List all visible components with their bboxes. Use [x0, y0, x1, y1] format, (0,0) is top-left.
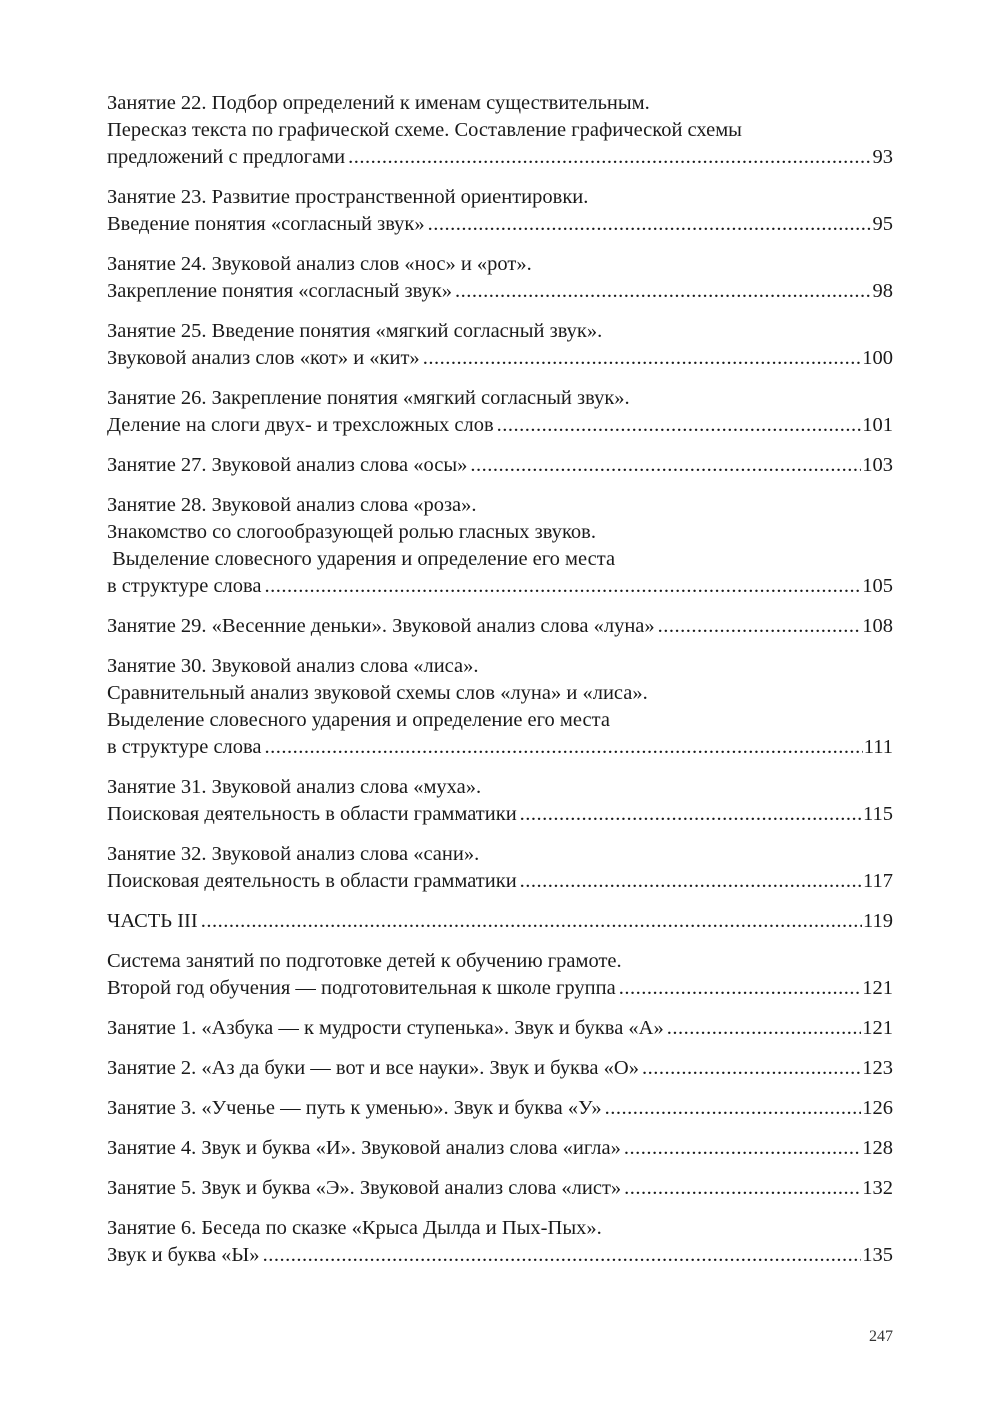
dot-leader — [428, 211, 872, 238]
dot-leader — [624, 1175, 861, 1202]
toc-line: Занятие 27. Звуковой анализ слова «осы» — [107, 454, 468, 476]
toc-line: Занятие 24. Звуковой анализ слов «нос» и «рот». — [107, 253, 532, 275]
toc-last-line — [107, 613, 893, 640]
toc-entry — [107, 1095, 893, 1122]
toc-line: Занятие 5. Звук и буква «Э». Звуковой анализ слова «лист» — [107, 1177, 622, 1199]
toc-entry — [107, 774, 893, 828]
toc-entry — [107, 1175, 893, 1202]
toc-line: Звук и буква «Ы» — [107, 1244, 260, 1266]
dot-leader — [497, 412, 862, 439]
toc-last-line — [107, 975, 893, 1002]
dot-leader — [642, 1055, 861, 1082]
dot-leader — [470, 452, 861, 479]
toc-entry — [107, 492, 893, 600]
dot-leader — [619, 975, 862, 1002]
toc-line: Второй год обучения — подготовительная к школе группа — [107, 977, 616, 999]
toc-line: Занятие 29. «Весенние деньки». Звуковой анализ слова «луна» — [107, 615, 655, 637]
toc-last-line — [107, 801, 893, 828]
toc-line: Выделение словесного ударения и определение его места — [107, 709, 610, 731]
toc-last-line — [107, 211, 893, 238]
toc-last-line — [107, 345, 893, 372]
toc-entry — [107, 948, 893, 1002]
toc-line: Знакомство со слогообразующей ролью гласных звуков. — [107, 521, 596, 543]
toc-page-number: 128 — [862, 1137, 893, 1159]
toc-line: Закрепление понятия «согласный звук» — [107, 280, 453, 302]
toc-entry — [107, 385, 893, 439]
toc-line: Занятие 23. Развитие пространственной ориентировки. — [107, 186, 589, 208]
toc-page-number: 117 — [863, 870, 893, 892]
toc-page-number: 108 — [862, 615, 893, 637]
toc-line: Сравнительный анализ звуковой схемы слов «луна» и «лиса». — [107, 682, 648, 704]
toc-page-number: 101 — [862, 414, 893, 436]
toc-line: Поисковая деятельность в области грамматики — [107, 803, 517, 825]
dot-leader — [658, 613, 862, 640]
table-of-contents — [107, 90, 893, 1269]
toc-page-number: 103 — [862, 454, 893, 476]
toc-last-line — [107, 1242, 893, 1269]
toc-entry — [107, 90, 893, 171]
dot-leader — [265, 573, 862, 600]
toc-entry — [107, 908, 893, 935]
toc-page-number: 119 — [863, 910, 893, 932]
dot-leader — [667, 1015, 862, 1042]
toc-page-number: 95 — [872, 213, 893, 235]
toc-entry — [107, 653, 893, 761]
toc-line: Занятие 3. «Ученье — путь к уменью». Звук и буква «У» — [107, 1097, 602, 1119]
dot-leader — [624, 1135, 861, 1162]
toc-line: Поисковая деятельность в области грамматики — [107, 870, 517, 892]
toc-entry — [107, 841, 893, 895]
toc-last-line — [107, 734, 893, 761]
toc-entry — [107, 613, 893, 640]
toc-line: Занятие 25. Введение понятия «мягкий согласный звук». — [107, 320, 603, 342]
toc-page-number: 135 — [862, 1244, 893, 1266]
toc-last-line — [107, 144, 893, 171]
dot-leader — [423, 345, 862, 372]
dot-leader — [520, 801, 862, 828]
toc-entry — [107, 1135, 893, 1162]
toc-page-number: 132 — [862, 1177, 893, 1199]
toc-line: Занятие 26. Закрепление понятия «мягкий согласный звук». — [107, 387, 630, 409]
toc-line: предложений с предлогами — [107, 146, 346, 168]
toc-last-line — [107, 868, 893, 895]
toc-last-line — [107, 908, 893, 935]
toc-page-number: 111 — [863, 736, 893, 758]
toc-page-number: 98 — [872, 280, 893, 302]
toc-page-number: 121 — [862, 977, 893, 999]
toc-page-number: 93 — [872, 146, 893, 168]
dot-leader — [265, 734, 863, 761]
toc-last-line — [107, 1015, 893, 1042]
toc-line: Занятие 2. «Аз да буки — вот и все науки». Звук и буква «О» — [107, 1057, 639, 1079]
toc-entry — [107, 1015, 893, 1042]
toc-line: Занятие 6. Беседа по сказке «Крыса Дылда и Пых-Пых». — [107, 1217, 602, 1239]
toc-last-line — [107, 1055, 893, 1082]
toc-line: Занятие 28. Звуковой анализ слова «роза». — [107, 494, 477, 516]
toc-line: Занятие 32. Звуковой анализ слова «сани». — [107, 843, 480, 865]
toc-page-number: 123 — [862, 1057, 893, 1079]
toc-line: Звуковой анализ слов «кот» и «кит» — [107, 347, 420, 369]
toc-last-line — [107, 452, 893, 479]
dot-leader — [348, 144, 871, 171]
toc-page-number: 115 — [863, 803, 893, 825]
dot-leader — [520, 868, 862, 895]
toc-line: Введение понятия «согласный звук» — [107, 213, 425, 235]
page-number: 247 — [869, 1328, 893, 1345]
toc-last-line — [107, 412, 893, 439]
toc-last-line — [107, 278, 893, 305]
toc-line: Занятие 4. Звук и буква «И». Звуковой анализ слова «игла» — [107, 1137, 621, 1159]
toc-page-number: 105 — [862, 575, 893, 597]
toc-last-line — [107, 1175, 893, 1202]
toc-line: Занятие 1. «Азбука — к мудрости ступенька». Звук и буква «А» — [107, 1017, 664, 1039]
toc-line: Система занятий по подготовке детей к обучению грамоте. — [107, 950, 622, 972]
toc-last-line — [107, 573, 893, 600]
dot-leader — [455, 278, 871, 305]
toc-page-number: 121 — [862, 1017, 893, 1039]
dot-leader — [201, 908, 862, 935]
toc-entry — [107, 1055, 893, 1082]
toc-entry — [107, 1215, 893, 1269]
toc-line: Выделение словесного ударения и определение его места — [107, 548, 616, 570]
toc-line: Занятие 30. Звуковой анализ слова «лиса». — [107, 655, 479, 677]
dot-leader — [263, 1242, 862, 1269]
toc-line: ЧАСТЬ III — [107, 910, 198, 932]
toc-entry — [107, 318, 893, 372]
toc-entry — [107, 452, 893, 479]
toc-entry — [107, 251, 893, 305]
toc-last-line — [107, 1095, 893, 1122]
toc-line: Занятие 22. Подбор определений к именам существительным. — [107, 92, 650, 114]
toc-line: Пересказ текста по графической схеме. Составление графической схемы — [107, 119, 742, 141]
toc-line: Деление на слоги двух- и трехсложных слов — [107, 414, 494, 436]
toc-line: в структуре слова — [107, 736, 262, 758]
toc-page-number: 100 — [862, 347, 893, 369]
dot-leader — [605, 1095, 862, 1122]
toc-entry — [107, 184, 893, 238]
toc-page-number: 126 — [862, 1097, 893, 1119]
toc-line: в структуре слова — [107, 575, 262, 597]
toc-line: Занятие 31. Звуковой анализ слова «муха». — [107, 776, 482, 798]
toc-last-line — [107, 1135, 893, 1162]
